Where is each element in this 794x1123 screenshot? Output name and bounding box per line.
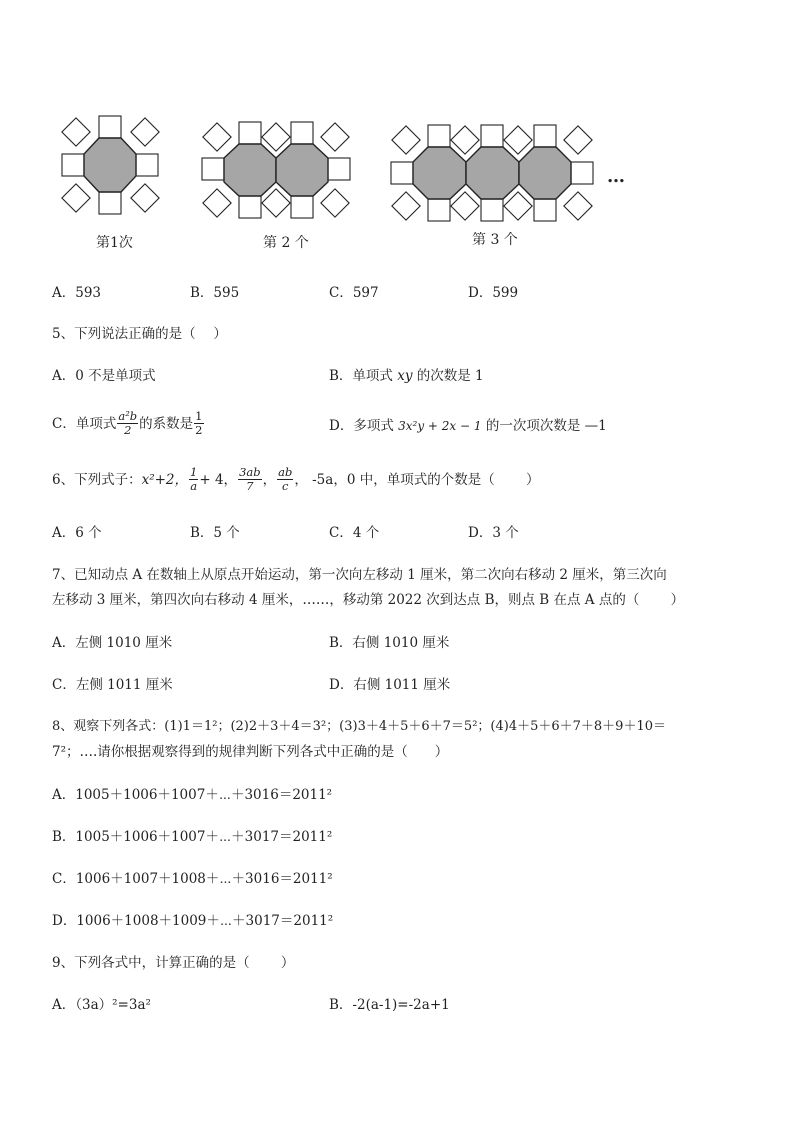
q7-option-c: C．左侧 1011 厘米 [52,677,173,693]
q5-option-c [52,410,205,437]
q9-option-b: B．-2(a-1)=-2a+1 [329,997,450,1013]
q6-option-a: A．6 个 [52,525,102,541]
q6-stem [52,466,540,493]
q5-stem: 5、下列说法正确的是（ ） [52,326,227,342]
figure-caption-2: 第 2 个 [263,235,309,251]
q8-option-d: D．1006＋1008＋1009＋⋯＋3017＝2011² [52,913,334,929]
q5-d-expr: 3x²y + 2x − 1 [398,419,482,433]
q5-option-a: A．0 不是单项式 [52,368,156,384]
figure-caption-3: 第 3 个 [472,232,518,248]
q4-option-c: C．597 [329,285,379,301]
q4-option-a: A．593 [52,285,102,301]
q5-c-value: $\frac{1}{2}$ [195,409,203,437]
q6-option-b: B．5 个 [190,525,240,541]
figure-2-two-octagons [202,122,350,218]
q7-stem-line-1: 7、已知动点 A 在数轴上从原点开始运动，第一次向左移动 1 厘米，第二次向右移动 2 厘米，第三次向 [52,567,667,583]
q5-d-suffix: 的一次项次数是 —1 [481,418,607,434]
q9-stem: 9、下列各式中，计算正确的是（ ） [52,955,295,971]
figure-1-single-octagon [62,116,159,214]
q4-option-b: B．595 [190,285,240,301]
q8-option-c: C．1006＋1007＋1008＋⋯＋3016＝2011² [52,871,333,887]
q5-c-prefix: C．单项式 [52,415,117,432]
q6-frac-3: $\frac{ab}{c}$ [278,465,293,493]
q6-option-d: D．3 个 [468,525,519,541]
q6-prefix: 6、下列式子： [52,471,142,488]
q6-expr-2: + 4， [199,471,238,488]
q6-option-c: C．4 个 [329,525,380,541]
octagon-pattern-figure [0,100,794,330]
q5-b-suffix: 的次数是 1 [412,368,484,384]
q6-comma: ， [262,471,277,488]
q7-option-a: A．左侧 1010 厘米 [52,635,173,651]
q5-option-b [329,366,484,386]
q6-expr-1: x²+2， [141,471,189,488]
q6-expr-3: ， -5a，0 中，单项式的个数是（ ） [294,471,540,488]
q6-frac-2: $\frac{3ab}{7}$ [239,465,261,493]
q6-frac-1: $\frac{1}{a}$ [190,465,198,493]
q8-option-a: A．1005＋1006＋1007＋⋯＋3016＝2011² [52,787,333,803]
q8-stem-line-2: 7²；….请你根据观察得到的规律判断下列各式中正确的是（ ） [52,744,449,760]
figure-caption-1: 第1次 [96,235,133,251]
q9-option-a: A．（3a）²=3a² [52,997,151,1013]
q4-option-d: D．599 [468,285,519,301]
figure-3-three-octagons [391,125,593,221]
figure-ellipsis: … [607,166,625,187]
q5-c-fraction: $\frac{\text{a²b}}{2}$ [118,409,138,437]
q7-option-b: B．右侧 1010 厘米 [329,635,450,651]
q5-b-var: xy [397,368,413,384]
q8-stem-line-1: 8、观察下列各式：(1)1＝1²；(2)2＋3＋4＝3²；(3)3＋4＋5＋6＋7＝5²；(4)4＋5＋6＋7＋8＋9＋10＝ [52,719,666,734]
q5-b-prefix: B．单项式 [329,368,398,384]
q5-c-mid: 的系数是 [139,415,194,432]
q5-option-d [329,416,607,436]
q7-option-d: D．右侧 1011 厘米 [329,677,451,693]
q8-option-b: B．1005＋1006＋1007＋⋯＋3017＝2011² [52,829,333,845]
q5-d-prefix: D．多项式 [329,418,399,434]
q7-stem-line-2: 左移动 3 厘米，第四次向右移动 4 厘米，……，移动第 2022 次到达点 B，则点 B 在点 A 点的（ ） [52,592,685,608]
